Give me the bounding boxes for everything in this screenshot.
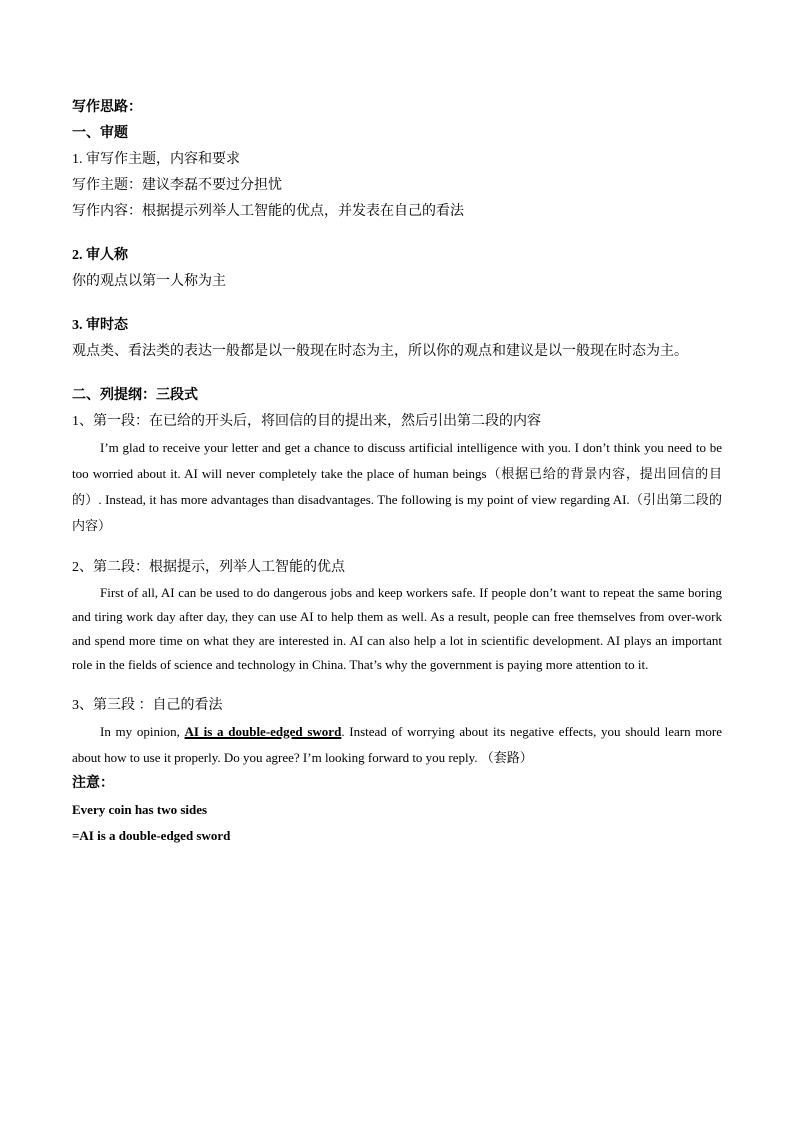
note-line-1: Every coin has two sides [72, 802, 208, 817]
section-title-tense: 3. 审时态 [72, 318, 128, 333]
paragraph-3-lead: In my opinion, [100, 724, 185, 739]
note-label: 注意： [72, 776, 114, 791]
person-text: 你的观点以第一人称为主 [72, 274, 226, 289]
paragraph-1-title: 1、第一段：在已给的开头后，将回信的目的提出来，然后引出第二段的内容 [72, 414, 541, 429]
outline-title: 二、列提纲：三段式 [72, 388, 198, 403]
page-heading: 写作思路： [72, 100, 142, 115]
paragraph-2-body: First of all, AI can be used to do dangerous jobs and keep workers safe. If people don’t want to repeat the same boring and tiring work day after day, they can use AI to help them as well. As a result, people can free themselves from over-work and spend more time on what they are interested in. AI can also help a lot in scientific development. AI plays an important role in the fields of science and technology in China. That’s why the government is paying more attention to it. [72, 585, 722, 672]
paragraph-3-emphasis: AI is a double-edged sword [184, 724, 342, 739]
paragraph-3-rest: . Instead of worrying about its negative effects, you should learn more about how to use it properly. Do you agree? I’m looking forward to you reply. （套路） [72, 724, 723, 765]
paragraph-2-title: 2、第二段：根据提示，列举人工智能的优点 [72, 560, 345, 575]
section-title-person: 2. 审人称 [72, 248, 128, 263]
tense-text: 观点类、看法类的表达一般都是以一般现在时态为主，所以你的观点和建议是以一般现在时态为主。 [72, 344, 688, 359]
document-page [72, 95, 722, 849]
section-title-review: 一、审题 [72, 126, 128, 141]
paragraph-3-title: 3、第三段 ：自己的看法 [72, 698, 223, 713]
review-item-1: 1. 审写作主题，内容和要求 [72, 152, 240, 167]
writing-theme: 写作主题：建议李磊不要过分担忧 [72, 178, 282, 193]
paragraph-3-body [72, 719, 722, 771]
writing-content: 写作内容：根据提示列举人工智能的优点，并发表在自己的看法 [72, 204, 464, 219]
paragraph-1-body: I’m glad to receive your letter and get a chance to discuss artificial intelligence with you. I don’t think you need to be too worried about it. AI will never completely take the place of human beings（根据已给的背景内容，提出回信的目的）. Instead, it has more advantages than disadvantages. The following is my point of view regarding AI.（引出第二段的内容） [72, 440, 722, 533]
note-line-2: =AI is a double-edged sword [72, 828, 231, 843]
